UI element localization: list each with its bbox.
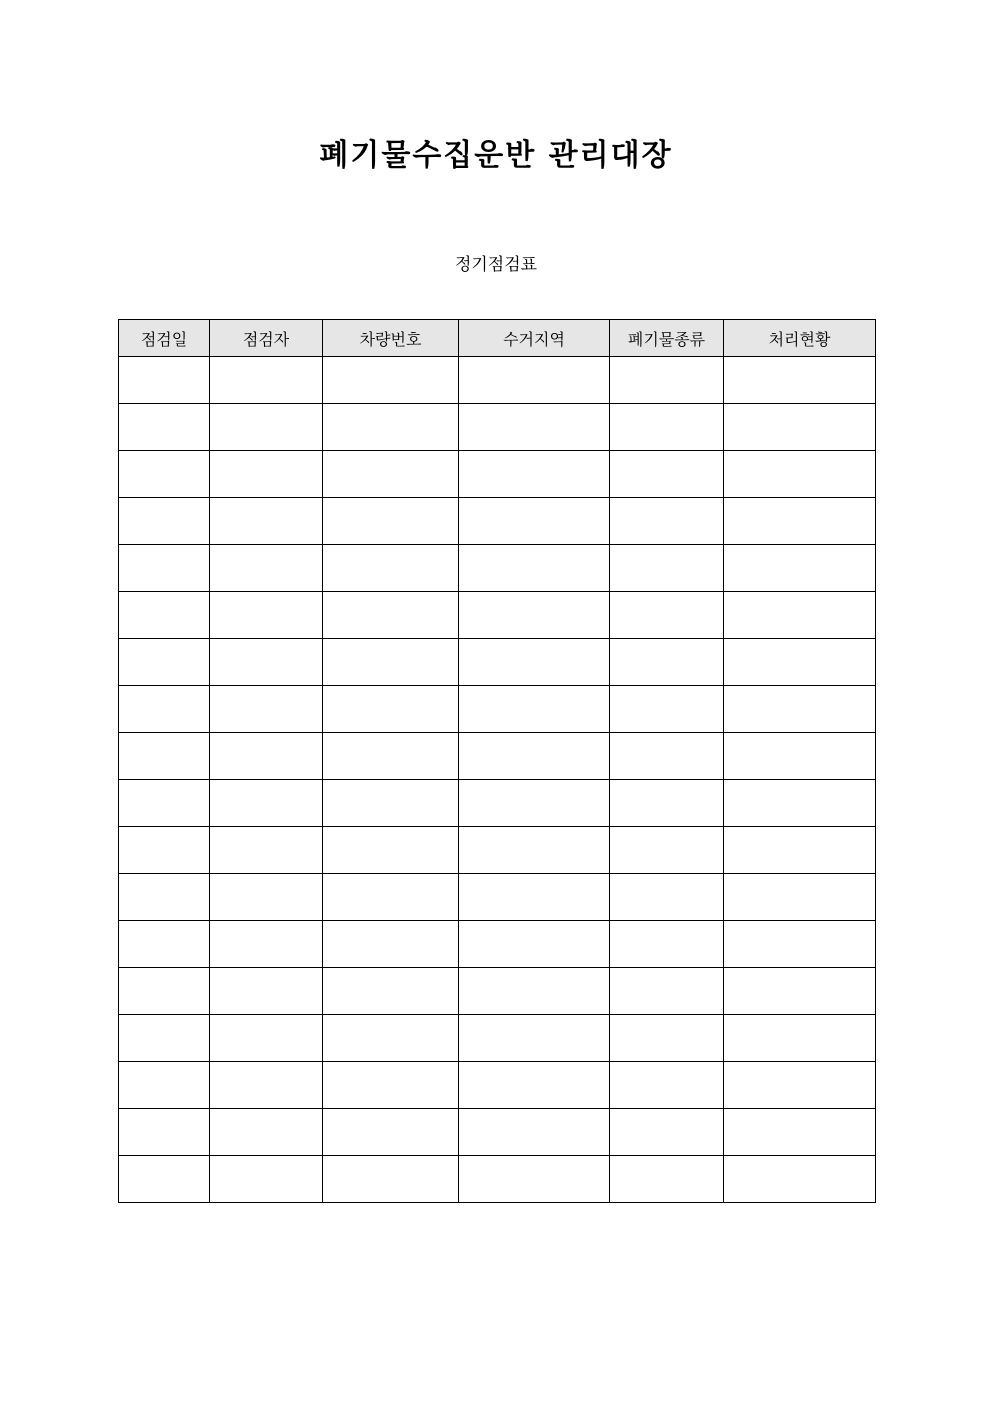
table-cell[interactable] <box>724 451 876 498</box>
table-row <box>119 827 876 874</box>
table-cell[interactable] <box>610 1062 724 1109</box>
table-row <box>119 733 876 780</box>
table-cell[interactable] <box>323 1015 459 1062</box>
table-cell[interactable] <box>210 921 323 968</box>
table-cell[interactable] <box>459 968 610 1015</box>
table-cell[interactable] <box>459 357 610 404</box>
table-cell[interactable] <box>119 874 210 921</box>
table-cell[interactable] <box>459 1156 610 1203</box>
table-cell[interactable] <box>119 1062 210 1109</box>
table-row <box>119 1156 876 1203</box>
table-cell[interactable] <box>724 733 876 780</box>
table-cell[interactable] <box>119 404 210 451</box>
table-cell[interactable] <box>459 498 610 545</box>
table-cell[interactable] <box>459 545 610 592</box>
table-row <box>119 357 876 404</box>
table-row <box>119 404 876 451</box>
table-cell[interactable] <box>210 404 323 451</box>
table-cell[interactable] <box>610 592 724 639</box>
table-cell[interactable] <box>323 968 459 1015</box>
table-cell[interactable] <box>210 874 323 921</box>
table-row <box>119 639 876 686</box>
table-cell[interactable] <box>210 1062 323 1109</box>
table-cell[interactable] <box>610 639 724 686</box>
table-cell[interactable] <box>119 545 210 592</box>
table-cell[interactable] <box>210 639 323 686</box>
table-cell[interactable] <box>323 1109 459 1156</box>
table-header-row <box>119 320 876 357</box>
table-cell[interactable] <box>119 733 210 780</box>
document-title: 폐기물수집운반 관리대장 <box>319 138 673 173</box>
table-cell[interactable] <box>610 733 724 780</box>
table-cell[interactable] <box>610 1015 724 1062</box>
table-row <box>119 968 876 1015</box>
table-cell[interactable] <box>459 921 610 968</box>
table-cell[interactable] <box>210 780 323 827</box>
table-cell[interactable] <box>119 827 210 874</box>
table-row <box>119 498 876 545</box>
table-cell[interactable] <box>724 639 876 686</box>
table-cell[interactable] <box>323 1062 459 1109</box>
table-cell[interactable] <box>459 1062 610 1109</box>
table-cell[interactable] <box>210 1156 323 1203</box>
column-header-waste-type: 폐기물종류 <box>610 320 724 357</box>
table-cell[interactable] <box>119 451 210 498</box>
table-cell[interactable] <box>323 1156 459 1203</box>
document-subtitle: 정기점검표 <box>454 255 538 275</box>
table-cell[interactable] <box>459 639 610 686</box>
table-cell[interactable] <box>610 780 724 827</box>
column-header-inspection-date: 점검일 <box>119 320 210 357</box>
table-cell[interactable] <box>459 733 610 780</box>
table-cell[interactable] <box>610 827 724 874</box>
table-row <box>119 592 876 639</box>
table-cell[interactable] <box>119 592 210 639</box>
table-row <box>119 545 876 592</box>
table-cell[interactable] <box>724 968 876 1015</box>
table-cell[interactable] <box>724 1015 876 1062</box>
table-cell[interactable] <box>323 404 459 451</box>
table-cell[interactable] <box>323 451 459 498</box>
table-cell[interactable] <box>610 545 724 592</box>
table-cell[interactable] <box>610 968 724 1015</box>
table-cell[interactable] <box>724 827 876 874</box>
table-cell[interactable] <box>610 404 724 451</box>
table-cell[interactable] <box>459 780 610 827</box>
table-cell[interactable] <box>119 357 210 404</box>
table-cell[interactable] <box>724 545 876 592</box>
table-cell[interactable] <box>210 1015 323 1062</box>
table-cell[interactable] <box>210 498 323 545</box>
table-cell[interactable] <box>323 733 459 780</box>
table-cell[interactable] <box>610 498 724 545</box>
table-cell[interactable] <box>610 357 724 404</box>
table-cell[interactable] <box>210 968 323 1015</box>
table-row <box>119 874 876 921</box>
table-cell[interactable] <box>459 686 610 733</box>
table-row <box>119 1015 876 1062</box>
table-cell[interactable] <box>459 827 610 874</box>
table-row <box>119 780 876 827</box>
table-cell[interactable] <box>119 498 210 545</box>
table-cell[interactable] <box>610 921 724 968</box>
table-cell[interactable] <box>210 357 323 404</box>
table-cell[interactable] <box>459 404 610 451</box>
table-row <box>119 451 876 498</box>
table-cell[interactable] <box>459 1109 610 1156</box>
table-cell[interactable] <box>119 968 210 1015</box>
table-cell[interactable] <box>724 780 876 827</box>
table-cell[interactable] <box>119 1156 210 1203</box>
table-cell[interactable] <box>610 1156 724 1203</box>
table-cell[interactable] <box>323 874 459 921</box>
table-cell[interactable] <box>459 874 610 921</box>
table-cell[interactable] <box>210 451 323 498</box>
table-cell[interactable] <box>210 1109 323 1156</box>
table-cell[interactable] <box>459 451 610 498</box>
table-cell[interactable] <box>724 592 876 639</box>
table-cell[interactable] <box>724 498 876 545</box>
table-cell[interactable] <box>459 592 610 639</box>
table-cell[interactable] <box>119 686 210 733</box>
column-header-inspector: 점검자 <box>210 320 323 357</box>
inspection-table <box>118 319 876 1203</box>
table-cell[interactable] <box>459 1015 610 1062</box>
table-cell[interactable] <box>210 545 323 592</box>
table-cell[interactable] <box>210 686 323 733</box>
table-cell[interactable] <box>119 1109 210 1156</box>
table-cell[interactable] <box>323 780 459 827</box>
table-cell[interactable] <box>210 592 323 639</box>
table-cell[interactable] <box>610 1109 724 1156</box>
table-cell[interactable] <box>724 874 876 921</box>
table-cell[interactable] <box>323 357 459 404</box>
table-cell[interactable] <box>119 921 210 968</box>
table-cell[interactable] <box>323 545 459 592</box>
table-row <box>119 686 876 733</box>
table-body <box>119 357 876 1203</box>
table-cell[interactable] <box>724 921 876 968</box>
table-cell[interactable] <box>610 874 724 921</box>
table-cell[interactable] <box>323 921 459 968</box>
table-cell[interactable] <box>724 357 876 404</box>
table-cell[interactable] <box>323 592 459 639</box>
table-cell[interactable] <box>724 404 876 451</box>
table-cell[interactable] <box>724 1062 876 1109</box>
table-cell[interactable] <box>323 827 459 874</box>
table-cell[interactable] <box>119 780 210 827</box>
table-row <box>119 1062 876 1109</box>
column-header-processing-status: 처리현황 <box>724 320 876 357</box>
table-cell[interactable] <box>610 686 724 733</box>
table-cell[interactable] <box>323 639 459 686</box>
column-header-collection-area: 수거지역 <box>459 320 610 357</box>
table-cell[interactable] <box>724 1109 876 1156</box>
table-cell[interactable] <box>323 498 459 545</box>
table-row <box>119 1109 876 1156</box>
table-row <box>119 921 876 968</box>
table-cell[interactable] <box>724 686 876 733</box>
table-cell[interactable] <box>610 451 724 498</box>
table-cell[interactable] <box>724 1156 876 1203</box>
table-cell[interactable] <box>210 733 323 780</box>
table-cell[interactable] <box>119 639 210 686</box>
column-header-vehicle-number: 차량번호 <box>323 320 459 357</box>
table-cell[interactable] <box>323 686 459 733</box>
table-cell[interactable] <box>119 1015 210 1062</box>
table-cell[interactable] <box>210 827 323 874</box>
